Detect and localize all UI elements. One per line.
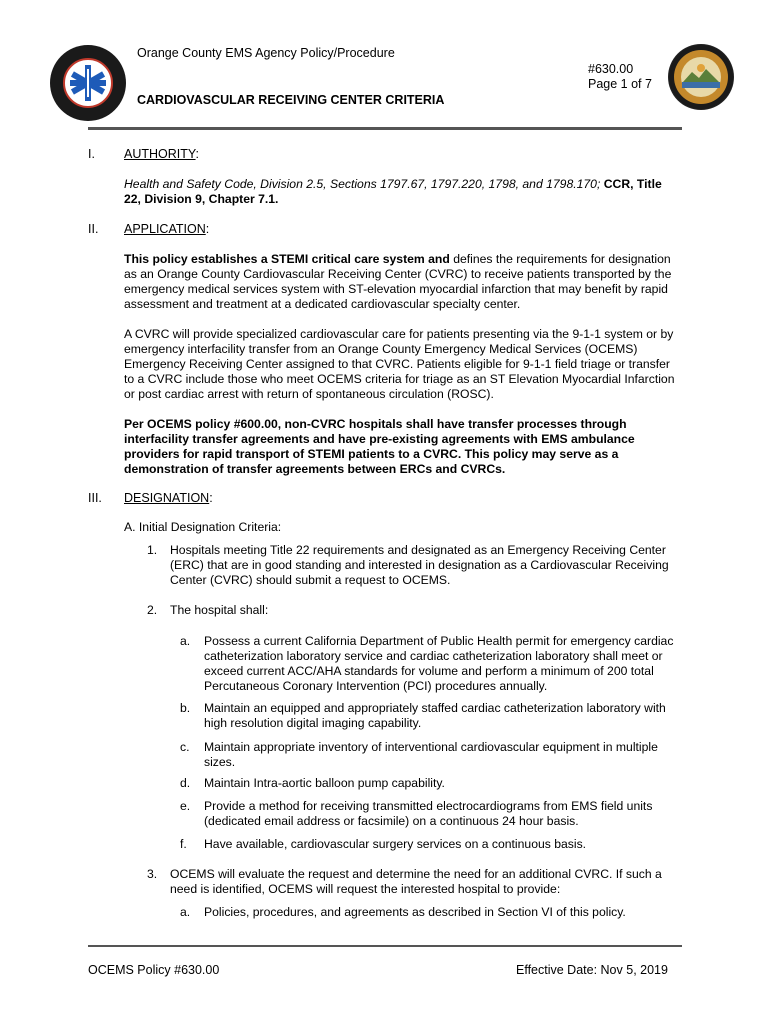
list-item: Hospitals meeting Title 22 requirements and designated as an Emergency Receiving Center (ERC) that are in good standing and interested in designation as a Cardiovascular Receiving Center (CVRC) should submit a request to OCEMS. bbox=[170, 543, 669, 587]
section-numeral: III. bbox=[88, 491, 102, 505]
sub-letter: f. bbox=[180, 837, 187, 851]
application-paragraph-3: Per OCEMS policy #600.00, non-CVRC hospitals shall have transfer processes through interfacility transfer agreements and have pre-existing agreements with EMS ambulance providers for rapid transport of STEMI patients to a CVRC. This policy may serve as a demonstration of transfer agreements between ERCs and CVRCs. bbox=[124, 417, 635, 476]
sub-letter: e. bbox=[180, 799, 191, 813]
application-paragraph-2: A CVRC will provide specialized cardiovascular care for patients presenting via the 9-1-1 system or by emergency interfacility transfer from an Orange County Emergency Medical Services (OCEMS) Emergency Receiving Center assigned to that CVRC. Patients eligible for 9-1-1 field triage or transfer to a CVRC include those who meet OCEMS criteria for triage as an ST Elevation Myocardial Infarction or post cardiac arrest with return of spontaneous circulation (ROSC). bbox=[124, 327, 675, 401]
section-title-application: APPLICATION: bbox=[124, 222, 210, 236]
list-number: 3. bbox=[147, 867, 158, 881]
list-number: 2. bbox=[147, 603, 158, 617]
sub-item: Maintain an equipped and appropriately staffed cardiac catheterization laboratory with high resolution digital imaging capability. bbox=[204, 701, 666, 730]
section-title-authority: AUTHORITY: bbox=[124, 147, 200, 161]
sub-item: Policies, procedures, and agreements as described in Section VI of this policy. bbox=[204, 905, 626, 919]
section-numeral: II. bbox=[88, 222, 99, 236]
page-number: Page 1 of 7 bbox=[588, 77, 652, 91]
footer-rule bbox=[88, 945, 682, 947]
sub-item: Have available, cardiovascular surgery services on a continuous basis. bbox=[204, 837, 587, 851]
footer-effective-date: Effective Date: Nov 5, 2019 bbox=[516, 963, 668, 977]
policy-number: #630.00 bbox=[588, 62, 634, 76]
authority-text: Health and Safety Code, Division 2.5, Sections 1797.67, 1797.220, 1798, and 1798.170; CCR, Title 22, Division 9, Chapter 7.1. bbox=[124, 177, 662, 206]
subsection-a-label: A. Initial Designation Criteria: bbox=[124, 520, 282, 534]
footer-policy: OCEMS Policy #630.00 bbox=[88, 963, 220, 977]
sub-item: Maintain Intra-aortic balloon pump capability. bbox=[204, 776, 445, 790]
document-title: CARDIOVASCULAR RECEIVING CENTER CRITERIA bbox=[137, 93, 445, 107]
application-paragraph-1: This policy establishes a STEMI critical care system and defines the requirements for designation as an Orange County Cardiovascular Receiving Center (CVRC) to receive patients transported by the emergency medical services system with ST-elevation myocardial infarction that may benefit by rapid assessment and treatment at a dedicated cardiovascular specialty center. bbox=[124, 252, 672, 311]
sub-letter: c. bbox=[180, 740, 190, 754]
sub-letter: a. bbox=[180, 905, 191, 919]
county-seal bbox=[668, 44, 734, 110]
section-numeral: I. bbox=[88, 147, 95, 161]
ocems-logo bbox=[50, 45, 126, 121]
sub-letter: d. bbox=[180, 776, 191, 790]
section-title-designation: DESIGNATION: bbox=[124, 491, 213, 505]
sub-item: Maintain appropriate inventory of interventional cardiovascular equipment in multiple sizes. bbox=[204, 740, 658, 769]
list-number: 1. bbox=[147, 543, 158, 557]
sub-letter: a. bbox=[180, 634, 191, 648]
list-item: OCEMS will evaluate the request and determine the need for an additional CVRC. If such a need is identified, OCEMS will request the interested hospital to provide: bbox=[170, 867, 662, 896]
sub-letter: b. bbox=[180, 701, 191, 715]
agency-name: Orange County EMS Agency Policy/Procedure bbox=[137, 46, 395, 60]
header-rule bbox=[88, 127, 682, 130]
sub-item: Provide a method for receiving transmitted electrocardiograms from EMS field units (dedicated email address or facsimile) on a continuous 24 hour basis. bbox=[204, 799, 653, 828]
list-item: The hospital shall: bbox=[170, 603, 269, 617]
sub-item: Possess a current California Department of Public Health permit for emergency cardiac catheterization laboratory service and cardiac catheterization laboratory shall meet or exceed current ACC/AHA standards for volume and perform a minimum of 200 total Percutaneous Coronary Intervention (PCI) procedures annually. bbox=[204, 634, 674, 693]
